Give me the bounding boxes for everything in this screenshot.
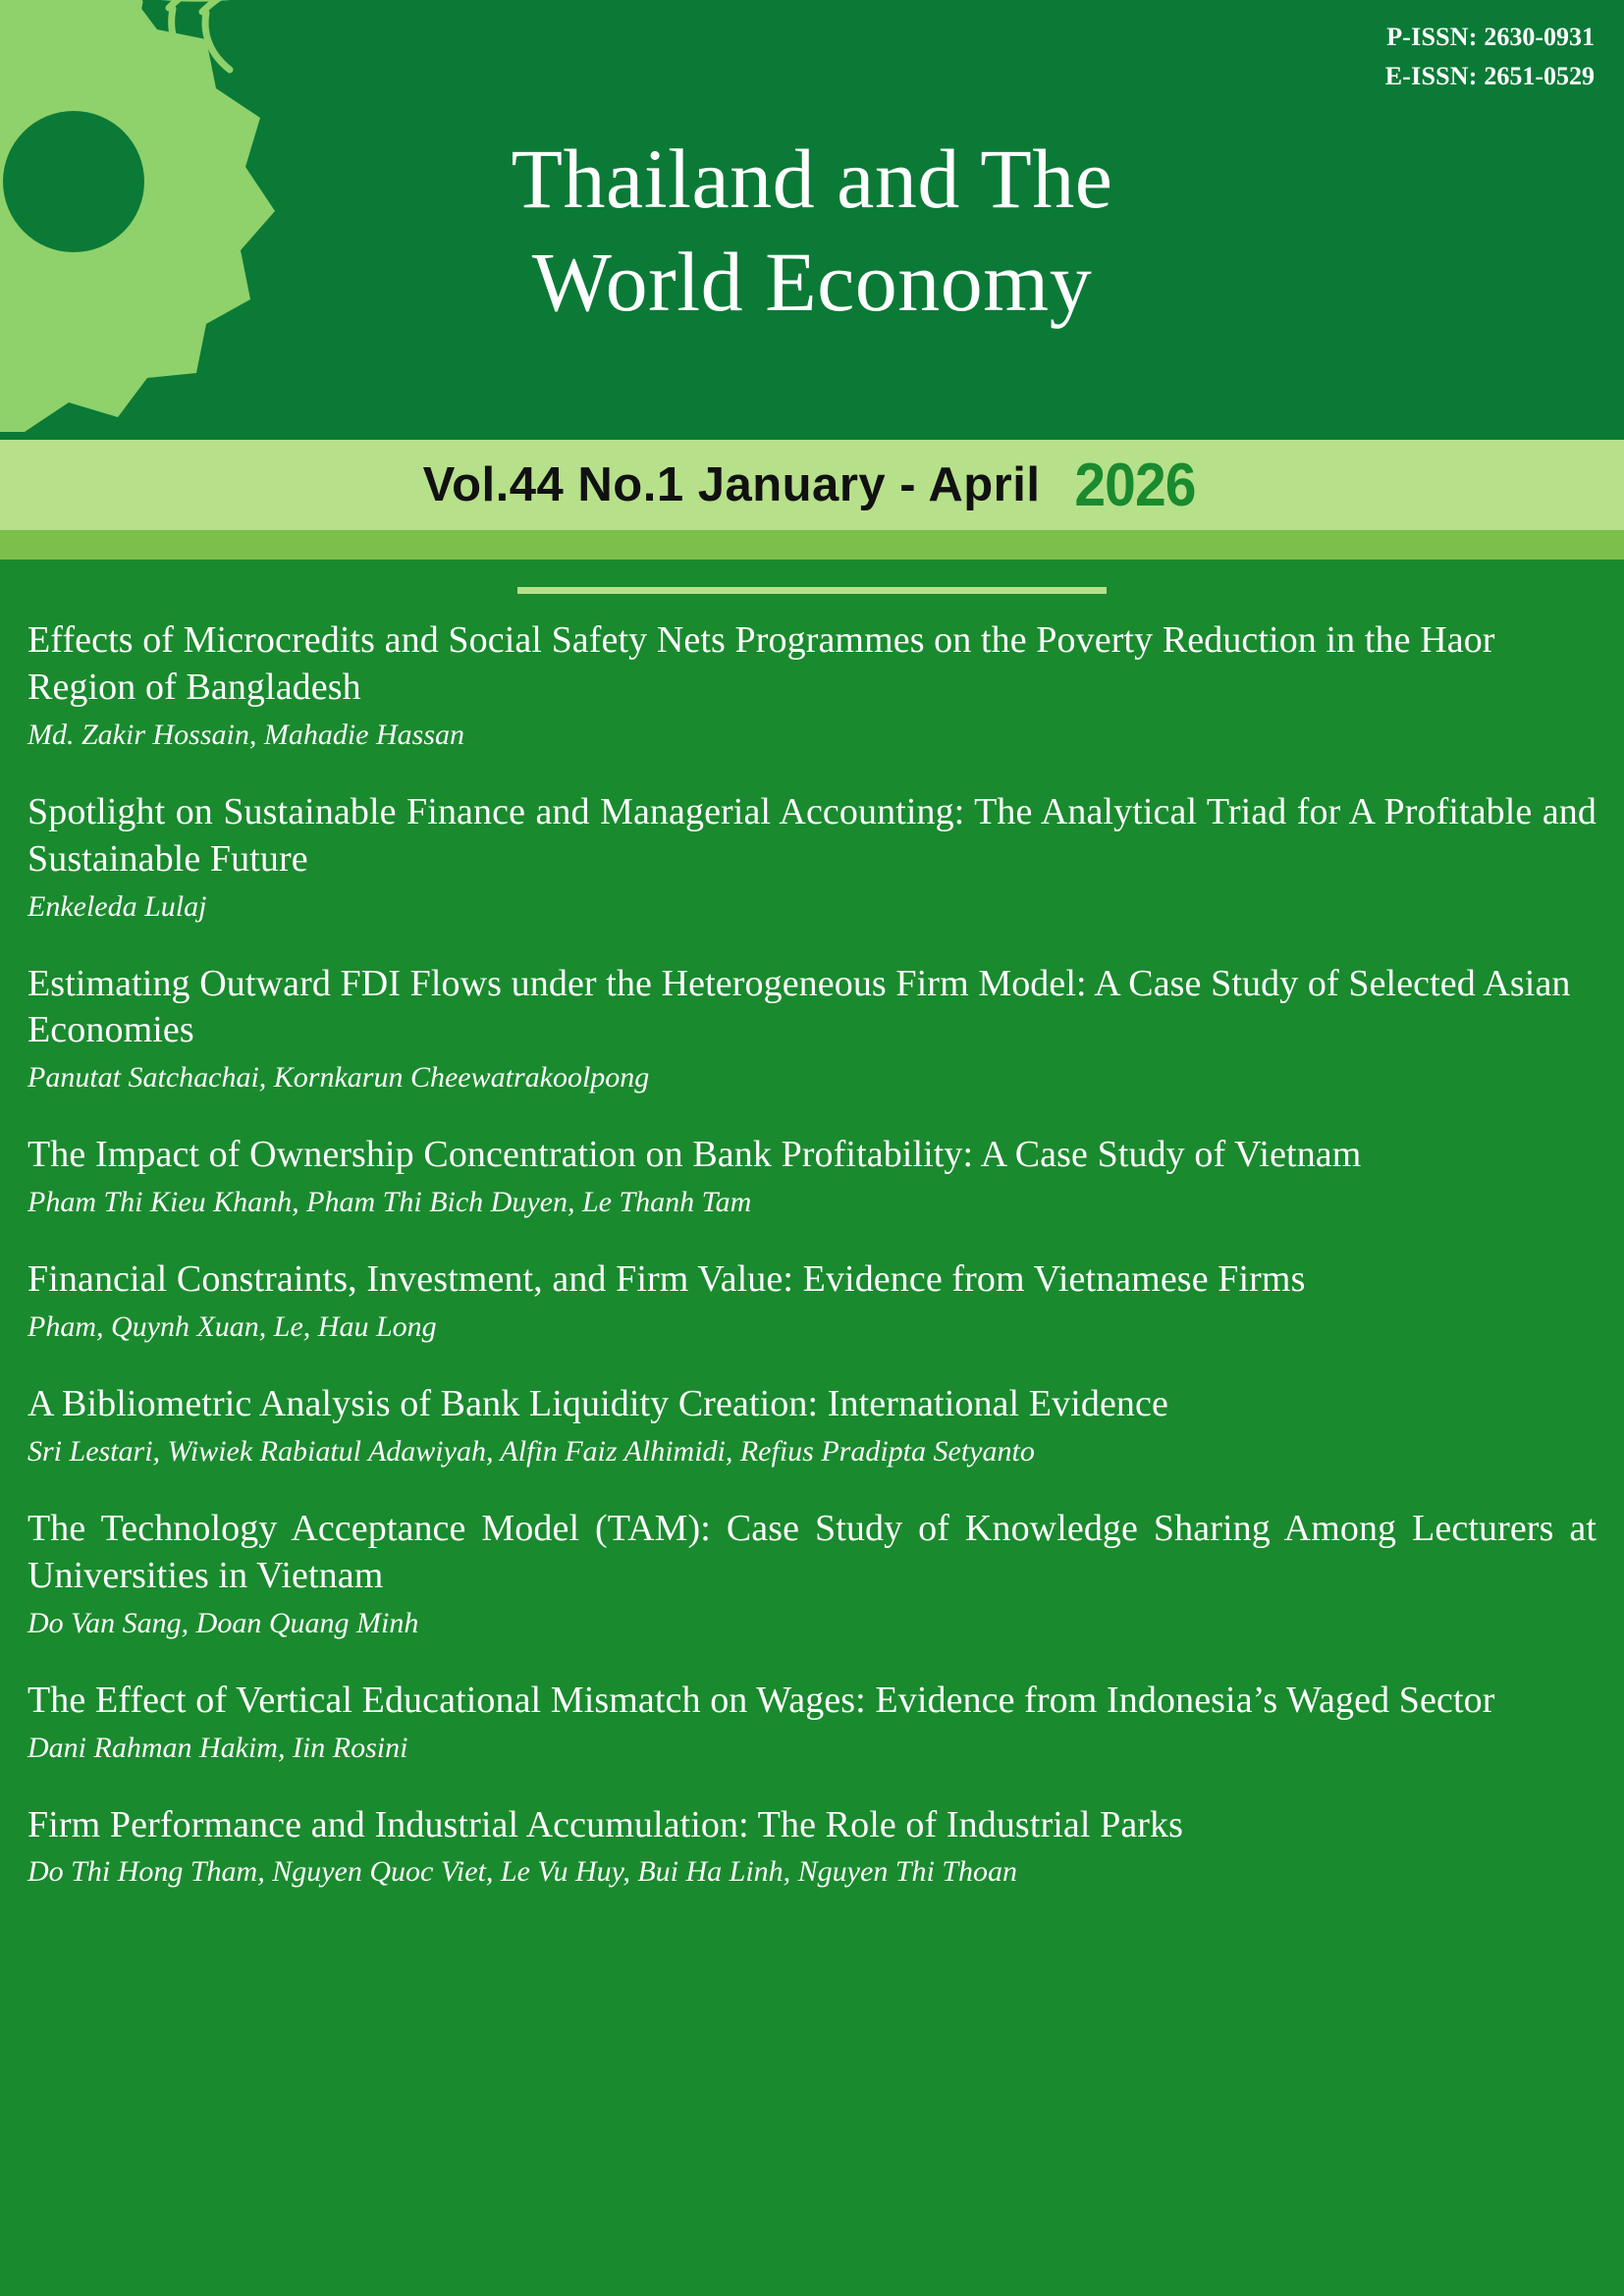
list-item	[27, 1802, 1597, 1892]
article-authors: Dani Rahman Hakim, Iin Rosini	[27, 1731, 408, 1764]
journal-title-line2: World Economy	[531, 234, 1093, 329]
list-item	[27, 961, 1597, 1097]
e-issn-value: 2651-0529	[1484, 62, 1595, 91]
list-item	[27, 1678, 1597, 1767]
article-authors: Pham Thi Kieu Khanh, Pham Thi Bich Duyen, Le Thanh Tam	[27, 1186, 752, 1219]
journal-title-line1: Thailand and The	[511, 132, 1113, 226]
article-authors: Enkeleda Lulaj	[27, 889, 207, 923]
e-issn-label: E-ISSN:	[1384, 62, 1478, 91]
cover-header	[0, 0, 1624, 440]
accent-band	[0, 530, 1624, 560]
article-authors: Panutat Satchachai, Kornkarun Cheewatrakoolpong	[27, 1061, 650, 1095]
table-of-contents	[0, 587, 1624, 1891]
journal-title	[0, 128, 1624, 334]
article-title: Firm Performance and Industrial Accumulation: The Role of Industrial Parks	[27, 1803, 1184, 1845]
volume-band	[0, 440, 1624, 530]
volume-issue-text: Vol.44 No.1 January - April	[422, 458, 1041, 511]
article-authors: Do Van Sang, Doan Quang Minh	[27, 1606, 419, 1639]
p-issn-label: P-ISSN:	[1386, 23, 1478, 51]
article-authors: Pham, Quynh Xuan, Le, Hau Long	[27, 1310, 437, 1343]
article-authors: Do Thi Hong Tham, Nguyen Quoc Viet, Le Vu Huy, Bui Ha Linh, Nguyen Thi Thoan	[27, 1855, 1018, 1889]
article-authors: Sri Lestari, Wiwiek Rabiatul Adawiyah, Alfin Faiz Alhimidi, Refius Pradipta Setyanto	[27, 1434, 1035, 1468]
article-title: A Bibliometric Analysis of Bank Liquidity Creation: International Evidence	[27, 1383, 1168, 1424]
p-issn-value: 2630-0931	[1484, 23, 1595, 51]
list-item	[27, 789, 1597, 926]
article-title: The Technology Acceptance Model (TAM): Case Study of Knowledge Sharing Among Lecturers at Universities in Vietnam	[27, 1507, 1597, 1596]
article-title: Financial Constraints, Investment, and Firm Value: Evidence from Vietnamese Firms	[27, 1258, 1306, 1301]
article-title: Spotlight on Sustainable Finance and Managerial Accounting: The Analytical Triad for A Profitable and Sustainable Future	[27, 790, 1597, 880]
p-issn-line	[1385, 18, 1595, 57]
list-item	[27, 617, 1597, 754]
contents-divider	[517, 587, 1107, 594]
list-item	[27, 1256, 1597, 1346]
list-item	[27, 1132, 1597, 1221]
e-issn-line	[1385, 57, 1595, 96]
article-authors: Md. Zakir Hossain, Mahadie Hassan	[27, 718, 465, 751]
list-item	[27, 1506, 1597, 1642]
issn-block	[1385, 18, 1595, 97]
article-title: Effects of Microcredits and Social Safety Nets Programmes on the Poverty Reduction in the Haor Region of Bangladesh	[27, 619, 1495, 708]
volume-year: 2026	[1074, 451, 1197, 519]
article-title: The Impact of Ownership Concentration on Bank Profitability: A Case Study of Vietnam	[27, 1134, 1362, 1176]
article-title: The Effect of Vertical Educational Mismatch on Wages: Evidence from Indonesia’s Waged Sector	[27, 1679, 1495, 1721]
article-title: Estimating Outward FDI Flows under the Heterogeneous Firm Model: A Case Study of Selected Asian Economies	[27, 962, 1571, 1051]
list-item	[27, 1381, 1597, 1470]
